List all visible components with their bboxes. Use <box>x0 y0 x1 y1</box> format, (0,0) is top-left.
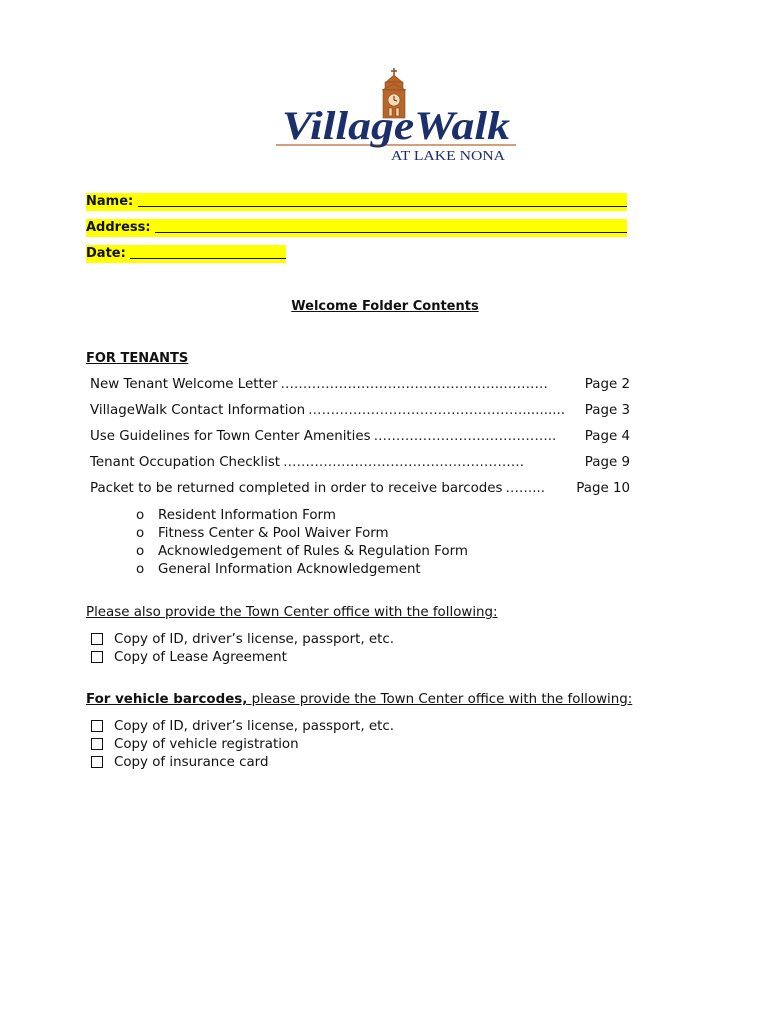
checklist-item-text: Copy of vehicle registration <box>114 736 299 752</box>
logo-brand-text: VillageWalk <box>282 103 510 148</box>
toc-row <box>90 377 630 403</box>
toc-item-title: New Tenant Welcome Letter <box>90 377 278 392</box>
circle-bullet-icon: o <box>136 562 145 577</box>
list-item <box>136 544 468 562</box>
address-field[interactable] <box>86 219 627 237</box>
toc-leader-dots: ………………………………….. <box>373 429 557 444</box>
packet-sublist <box>136 508 468 580</box>
toc-leader-dots: …………………………………………..………. <box>280 377 548 392</box>
toc-item-title: Tenant Occupation Checklist <box>90 455 281 470</box>
villagewalk-logo <box>276 66 516 166</box>
toc-page-number: Page 3 <box>584 403 630 418</box>
checkbox-icon[interactable] <box>91 738 103 750</box>
name-label: Name: <box>86 194 134 209</box>
list-item-text: Resident Information Form <box>158 508 336 523</box>
checkbox-icon[interactable] <box>91 756 103 768</box>
list-item-text: General Information Acknowledgement <box>158 562 421 577</box>
list-item-text: Acknowledgement of Rules & Regulation Form <box>158 544 468 559</box>
vehicle-intro-bold: For vehicle barcodes, <box>86 692 248 707</box>
circle-bullet-icon: o <box>136 526 145 541</box>
toc-leader-dots: ………………………………………….......... <box>308 403 565 418</box>
tenant-contents-list <box>90 377 630 507</box>
toc-page-number: Page 2 <box>584 377 630 392</box>
name-field[interactable] <box>86 193 627 211</box>
tenants-heading: FOR TENANTS <box>86 351 189 366</box>
circle-bullet-icon: o <box>136 544 145 559</box>
list-item <box>136 562 468 580</box>
checkbox-icon[interactable] <box>91 651 103 663</box>
circle-bullet-icon: o <box>136 508 145 523</box>
toc-row <box>90 481 630 507</box>
office-intro: Please also provide the Town Center office with the following: <box>86 605 498 620</box>
date-label: Date: <box>86 246 126 261</box>
checklist-item[interactable] <box>91 630 394 648</box>
checkbox-icon[interactable] <box>91 633 103 645</box>
list-item <box>136 508 468 526</box>
toc-page-number: Page 4 <box>584 429 630 444</box>
toc-item-title: VillageWalk Contact Information <box>90 403 306 418</box>
office-checklist <box>91 630 394 666</box>
address-label: Address: <box>86 220 151 235</box>
checklist-item-text: Copy of ID, driver’s license, passport, etc. <box>114 718 395 734</box>
toc-leader-dots: ……... <box>505 481 546 496</box>
list-item-text: Fitness Center & Pool Waiver Form <box>158 526 389 541</box>
checklist-item-text: Copy of insurance card <box>114 754 269 770</box>
date-field[interactable] <box>86 245 286 263</box>
list-item <box>136 526 468 544</box>
vehicle-intro-rest: please provide the Town Center office with the following: <box>247 692 633 707</box>
checkbox-icon[interactable] <box>91 720 103 732</box>
name-blank-line <box>138 193 627 207</box>
checklist-item[interactable] <box>91 753 394 771</box>
header-fields <box>86 193 627 271</box>
checklist-item[interactable] <box>91 735 394 753</box>
checklist-item[interactable] <box>91 717 394 735</box>
toc-item-title: Packet to be returned completed in order to receive barcodes <box>90 481 503 496</box>
toc-page-number: Page 9 <box>584 455 630 470</box>
section-title-text: Welcome Folder Contents <box>291 299 479 314</box>
toc-row <box>90 429 630 455</box>
toc-page-number: Page 10 <box>576 481 630 496</box>
address-blank-line <box>155 219 627 233</box>
vehicle-intro <box>86 692 632 707</box>
logo-subtitle-text: AT LAKE NONA <box>391 149 506 164</box>
toc-item-title: Use Guidelines for Town Center Amenities <box>90 429 371 444</box>
section-title <box>0 299 770 314</box>
toc-row <box>90 403 630 429</box>
vehicle-checklist <box>91 717 394 771</box>
toc-row <box>90 455 630 481</box>
checklist-item[interactable] <box>91 648 394 666</box>
toc-leader-dots: ……………………………………………… <box>283 455 525 470</box>
date-blank-line <box>130 245 286 259</box>
checklist-item-text: Copy of Lease Agreement <box>114 649 287 665</box>
checklist-item-text: Copy of ID, driver’s license, passport, etc. <box>114 631 395 647</box>
